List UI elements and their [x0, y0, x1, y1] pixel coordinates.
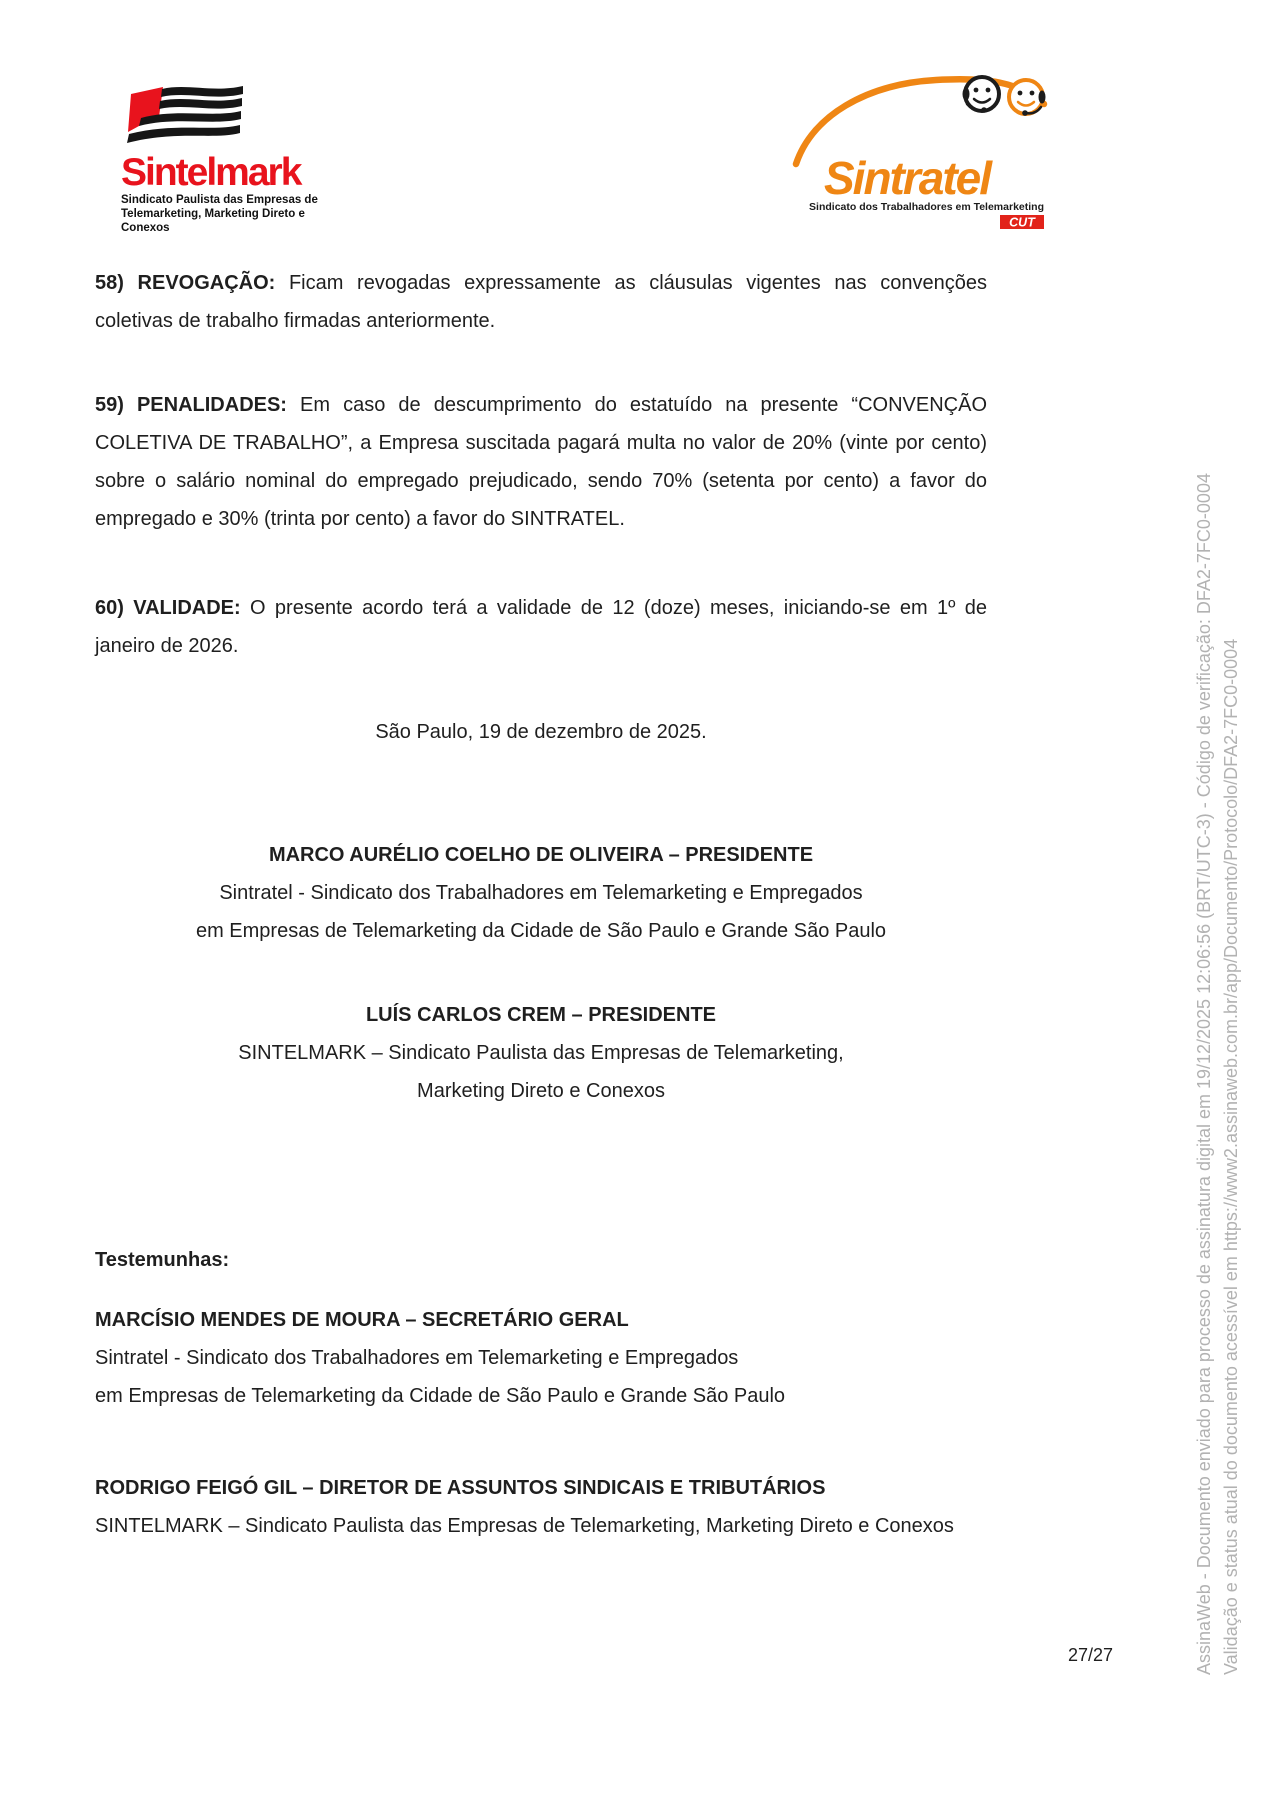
clause-58-label: 58) REVOGAÇÃO:	[95, 272, 276, 294]
witness-block-2	[95, 1469, 987, 1545]
witness-org-line: em Empresas de Telemarketing da Cidade de São Paulo e Grande São Paulo	[95, 1385, 786, 1407]
witness-org-line: Sintratel - Sindicato dos Trabalhadores em Telemarketing e Empregados	[95, 1347, 739, 1369]
sintelmark-caption-line1: Sindicato Paulista das Empresas de	[121, 194, 318, 206]
assinaweb-stamp-line1: AssinaWeb - Documento enviado para processo de assinatura digital em 19/12/2025 12:06:56 (BRT/UTC-3) - Código de verificação: DFA2-7FC0-0004	[1194, 473, 1214, 1675]
sintratel-logo-icon	[786, 60, 1048, 230]
witness-org: SINTELMARK – Sindicato Paulista das Empresas de Telemarketing, Marketing Direto e Conexos	[95, 1515, 954, 1537]
clause-58	[95, 264, 987, 340]
sintratel-logo	[786, 60, 1048, 235]
sintratel-wordmark: Sintratel	[824, 152, 991, 204]
witness-name: MARCÍSIO MENDES DE MOURA – SECRETÁRIO GERAL	[95, 1309, 629, 1331]
sintelmark-wordmark: Sintelmark	[121, 151, 301, 194]
signatory-name: MARCO AURÉLIO COELHO DE OLIVEIRA – PRESIDENTE	[268, 844, 814, 866]
clause-59-text: Em caso de descumprimento do estatuído na presente “CONVENÇÃO COLETIVA DE TRABALHO”, a Empresa suscitada pagará multa no valor de 20% (vinte por cento) sobre o salário nominal do empregado prejudicado, sendo 70% (setenta por cento) a favor do empregado e 30% (trinta por cento) a favor do SINTRATEL.	[95, 394, 987, 530]
clause-58-text: Ficam revogadas expressamente as cláusulas vigentes nas convenções coletivas de trabalho firmadas anteriormente.	[95, 272, 987, 332]
witness-block-1	[95, 1301, 987, 1415]
smiley-headset-orange-icon	[1009, 80, 1046, 116]
clause-59	[95, 386, 987, 538]
assinaweb-stamp-line2: Validação e status atual do documento acessível em https://www2.assinaweb.com.br/app/Documento/Protocolo/DFA2-7FC0-0004	[1221, 638, 1241, 1675]
signatory-name: LUÍS CARLOS CREM – PRESIDENTE	[365, 1004, 717, 1026]
sintelmark-logo	[105, 84, 340, 235]
witness-name: RODRIGO FEIGÓ GIL – DIRETOR DE ASSUNTOS SINDICAIS E TRIBUTÁRIOS	[95, 1477, 826, 1499]
clause-60-label: 60) VALIDADE:	[95, 597, 241, 619]
assinaweb-signature-stamp	[1191, 280, 1245, 1675]
clause-60-text: O presente acordo terá a validade de 12 (doze) meses, iniciando-se em 1º de janeiro de 2026.	[95, 597, 987, 657]
sintelmark-flag-icon	[117, 84, 245, 159]
clause-59-label: 59) PENALIDADES:	[95, 394, 287, 416]
dateline: São Paulo, 19 de dezembro de 2025.	[375, 721, 707, 743]
cut-badge	[1000, 215, 1044, 230]
sintelmark-caption-line2: Telemarketing, Marketing Direto e Conexos	[121, 208, 305, 234]
clause-60	[95, 589, 987, 665]
signatory-org-line: Sintratel - Sindicato dos Trabalhadores em Telemarketing e Empregados	[219, 882, 863, 904]
signatory-org-line: em Empresas de Telemarketing da Cidade de São Paulo e Grande São Paulo	[195, 920, 887, 942]
smiley-headset-black-icon	[963, 77, 1000, 113]
page-number: 27/27	[1068, 1645, 1114, 1665]
signature-block-sintelmark	[95, 996, 987, 1110]
sintratel-caption: Sindicato dos Trabalhadores em Telemarketing	[809, 201, 1044, 213]
signature-block-sintratel	[95, 836, 987, 950]
signatory-org-line: SINTELMARK – Sindicato Paulista das Empresas de Telemarketing,	[238, 1042, 844, 1064]
witnesses-heading: Testemunhas:	[95, 1249, 230, 1271]
cut-badge-label: CUT	[1009, 215, 1035, 230]
signatory-org-line: Marketing Direto e Conexos	[417, 1080, 665, 1102]
